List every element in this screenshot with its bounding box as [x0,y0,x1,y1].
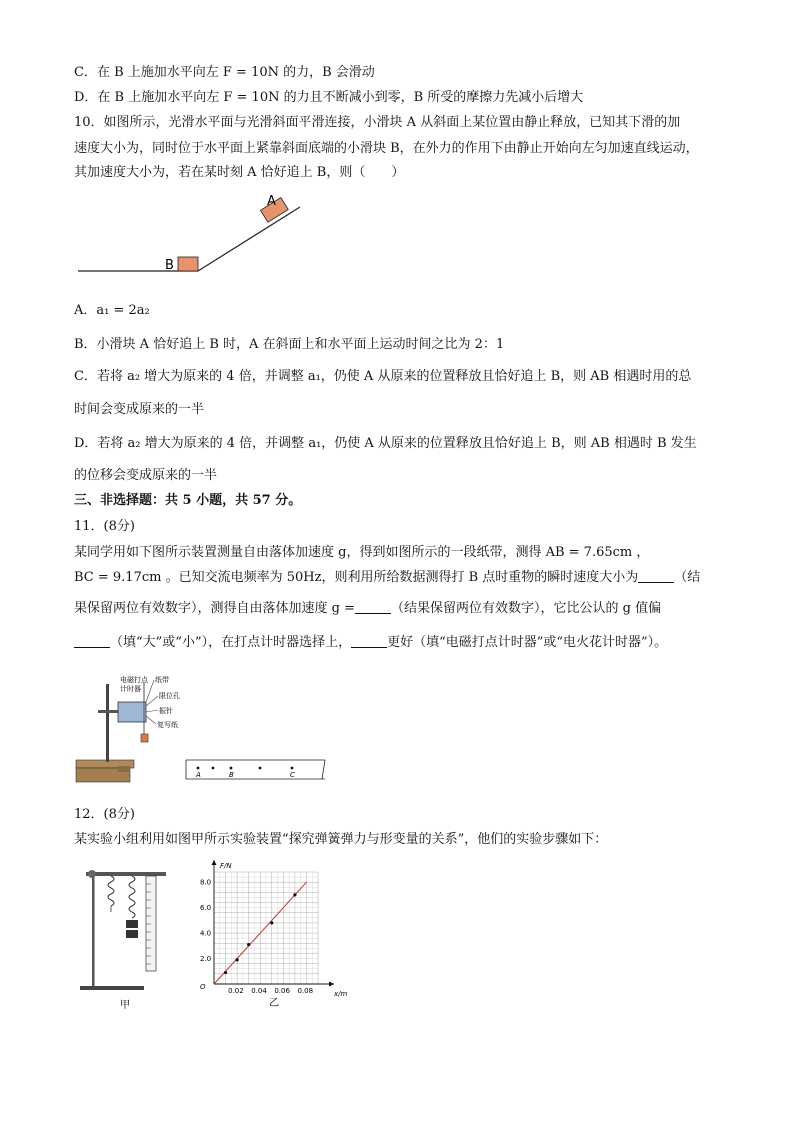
q12-number: 12．(8分) [74,807,135,822]
force-extension-chart [196,858,356,1008]
q11-line2-text: BC = 9.17cm 。已知交流电频率为 50Hz，则利用所给数据测得打 B 点时重物的瞬时速度大小为 [74,570,639,585]
data-point [236,958,239,961]
figure-label-jia: 甲 [120,1000,130,1011]
q11-line1: 某同学用如下图所示装置测量自由落体加速度 g，得到如图所示的一段纸带，测得 AB = 7.65cm ， [74,545,650,560]
label-needle: 振针 [159,707,173,715]
answer-blank-bias[interactable] [74,635,110,648]
q10-option-c-line2: 时间会变成原来的一半 [74,402,205,417]
q12-line1: 某实验小组利用如图甲所示实验装置“探究弹簧弹力与形变量的关系”，他们的实验步骤如下： [74,832,608,847]
q10-option-a: A．a₁ = 2a₂ [74,303,150,318]
tape-point-b: B [229,771,234,779]
q11-line3-tail: （结果保留两位有效数字），它比公认的 g 值偏 [390,601,662,616]
y-tick-label: 2.0 [200,955,212,964]
label-b: B [165,258,174,273]
q10-option-c-line1: C．若将 a₂ 增大为原来的 4 倍，并调整 a₁，仍使 A 从原来的位置释放且恰好追上 B，则 AB 相遇时用的总 [74,369,692,384]
section3-heading: 三、非选择题：共 5 小题，共 57 分。 [74,493,302,508]
q11-apparatus-figure [74,672,194,788]
label-timer: 电磁打点 [120,676,148,684]
answer-blank-g[interactable] [355,601,391,614]
x-axis-arrow [329,982,334,987]
label-carbon-paper: 复写纸 [157,721,178,729]
figure-label-yi: 乙 [269,998,279,1008]
q11-line3-text: 果保留两位有效数字），测得自由落体加速度 g = [74,601,355,616]
y-tick-label: 6.0 [200,904,212,913]
tape-point-a: A [196,771,201,779]
y-axis-label: F/N [220,862,232,870]
tape-point-c: C [290,771,295,779]
q11-line4-tail: 更好（填“电磁打点计时器”或“电火花计时器”）。 [387,635,668,650]
data-point [247,943,250,946]
x-tick-label: 0.02 [228,987,244,995]
q9-option-c: C．在 B 上施加水平向左 F = 10N 的力，B 会滑动 [74,65,375,80]
q10-stem-line3: 其加速度大小为，若在某时刻 A 恰好追上 B，则（ ） [74,165,405,180]
x-tick-label: 0.08 [297,987,314,995]
q11-line4-text: （填“大”或“小”），在打点计时器选择上， [110,635,352,650]
data-point [293,893,296,896]
q11-line2 [74,569,700,587]
spring-apparatus-figure [74,864,174,1014]
x-tick-label: 0.04 [251,987,267,995]
y-axis-arrow [212,860,217,865]
data-point [270,921,273,924]
q10-stem-line2: 速度大小为，同时位于水平面上紧靠斜面底端的小滑块 B，在外力的作用下由静止开始向左匀加速直线运动， [74,141,699,156]
q9-option-d: D．在 B 上施加水平向左 F = 10N 的力且不断减小到零，B 所受的摩擦力先减小后增大 [74,90,584,105]
x-axis-label: x/m [334,990,348,998]
block-b [178,257,198,271]
x-tick-label: 0.06 [274,987,290,995]
q11-number: 11．(8分) [74,519,135,534]
q10-incline-figure [74,190,314,280]
origin-label: O [200,983,206,991]
label-limit-hole: 限位孔 [159,692,180,700]
q10-option-d-line1: D．若将 a₂ 增大为原来的 4 倍，并调整 a₁，仍使 A 从原来的位置释放且恰好追上 B，则 AB 相遇时 B 发生 [74,436,697,451]
q11-line3 [74,600,661,618]
answer-blank-velocity[interactable] [638,570,674,583]
answer-blank-timer[interactable] [351,635,387,648]
q10-option-b: B．小滑块 A 恰好追上 B 时，A 在斜面上和水平面上运动时间之比为 2：1 [74,337,505,352]
label-tape: 纸带 [155,676,169,684]
y-tick-label: 4.0 [200,929,212,938]
q11-line4 [74,634,667,652]
label-a: A [267,194,276,209]
label-timer-2: 计时器 [120,685,141,693]
paper-tape-figure [185,758,331,782]
q11-line2-tail: （结 [674,570,701,585]
q10-option-d-line2: 的位移会变成原来的一半 [74,468,218,483]
y-tick-label: 8.0 [200,878,212,887]
q10-stem-line1: 10．如图所示，光滑水平面与光滑斜面平滑连接，小滑块 A 从斜面上某位置由静止释放，已知其下滑的加 [74,115,681,130]
data-point [224,971,227,974]
